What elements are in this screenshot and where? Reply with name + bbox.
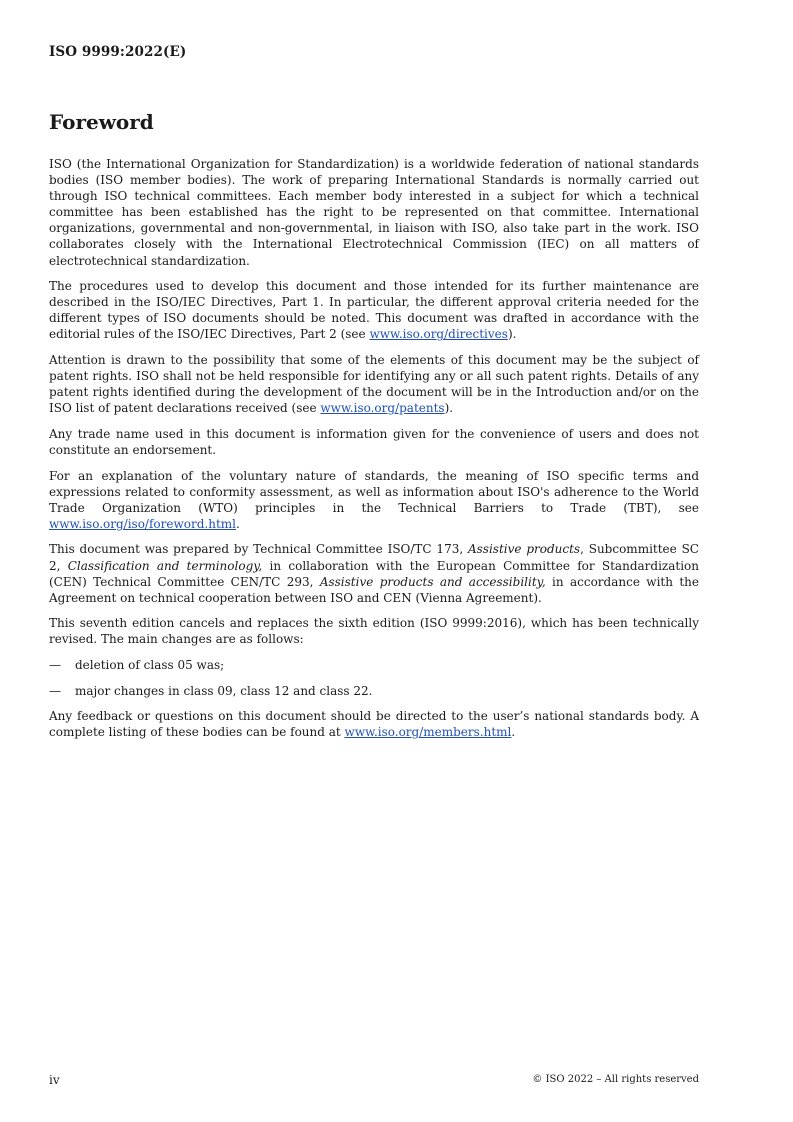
paragraph-patents — [49, 352, 699, 416]
list-item — [49, 683, 699, 699]
foreword-link[interactable]: www.iso.org/iso/foreword.html — [49, 516, 236, 531]
paragraph-text: ). — [444, 401, 454, 416]
paragraph-text: . — [511, 725, 516, 740]
paragraph-procedures — [49, 278, 699, 342]
paragraph-text: , Subcommittee SC 2, — [49, 542, 699, 573]
paragraph-iso-intro: ISO (the International Organization for Standardization) is a worldwide federation of national standards bodies (ISO member bodies). The work of preparing International Standards is normally carried out through ISO technical committees. Each member body interested in a subject for which a technical committee has been established has the right to be represented on that committee. International organizations, governmental and non-governmental, in liaison with ISO, also take part in the work. ISO collaborates closely with the International Electrotechnical Commission (IEC) on all matters of electrotechnical standardization. — [49, 157, 699, 268]
paragraph-text: in accordance with the Agreement on technical cooperation between ISO and CEN (Vienna Agreement). — [49, 574, 699, 605]
page-number: iv — [49, 1073, 60, 1087]
paragraph-text: . — [235, 516, 240, 531]
list-item — [49, 657, 699, 673]
paragraph-text: This document was prepared by Technical Committee ISO/TC 173, — [49, 542, 468, 557]
paragraph-text: For an explanation of the voluntary nature of standards, the meaning of ISO specific terms and expressions related to conformity assessment, as well as information about ISO's adherence to the World Trade Organization (WTO) principles in the Technical Barriers to Trade (TBT), see — [49, 468, 699, 515]
paragraph-text: Attention is drawn to the possibility that some of the elements of this document may be the subject of patent rights. ISO shall not be held responsible for identifying any or all such patent rights. Details of any patent rights identified during the development of the document will be in the Introduction and/or on the ISO list of patent declarations received (see — [49, 353, 699, 416]
section-title: Foreword — [49, 110, 154, 134]
paragraph-text: Any feedback or questions on this document should be directed to the user’s national standards body. A complete listing of these bodies can be found at — [49, 709, 699, 740]
members-link[interactable]: www.iso.org/members.html — [344, 725, 512, 740]
paragraph-voluntary — [49, 468, 699, 532]
paragraph-text: The procedures used to develop this document and those intended for its further maintenance are described in the ISO/IEC Directives, Part 1. In particular, the different approval criteria needed for the different types of ISO documents should be noted. This document was drafted in accordance with the editorial rules of the ISO/IEC Directives, Part 2 (see — [49, 279, 699, 342]
paragraph-edition: This seventh edition cancels and replaces the sixth edition (ISO 9999:2016), which has been technically revised. The main changes are as follows: — [49, 616, 699, 647]
paragraph-italic-text: Classification and terminology, — [67, 558, 263, 573]
paragraph-trade-name: Any trade name used in this document is information given for the convenience of users and does not constitute an endorsement. — [49, 426, 699, 457]
foreword-body — [49, 156, 699, 750]
list-item-text: major changes in class 09, class 12 and class 22. — [75, 683, 373, 698]
paragraph-text: ). — [507, 327, 517, 342]
patents-link[interactable]: www.iso.org/patents — [320, 401, 445, 416]
document-identifier: ISO 9999:2022(E) — [49, 44, 187, 60]
paragraph-italic-text: Assistive products and accessibility, — [319, 574, 546, 589]
directives-link[interactable]: www.iso.org/directives — [369, 327, 508, 342]
dash-marker: — — [49, 683, 61, 698]
list-item-text: deletion of class 05 was; — [75, 658, 225, 673]
paragraph-text: in collaboration with the European Committee for Standardization (CEN) Technical Committee CEN/TC 293, — [49, 558, 699, 589]
paragraph-feedback — [49, 708, 699, 740]
paragraph-prepared-by — [49, 541, 699, 605]
copyright-notice: © ISO 2022 – All rights reserved — [532, 1074, 699, 1085]
dash-marker: — — [49, 658, 61, 673]
paragraph-italic-text: Assistive products — [467, 542, 581, 557]
